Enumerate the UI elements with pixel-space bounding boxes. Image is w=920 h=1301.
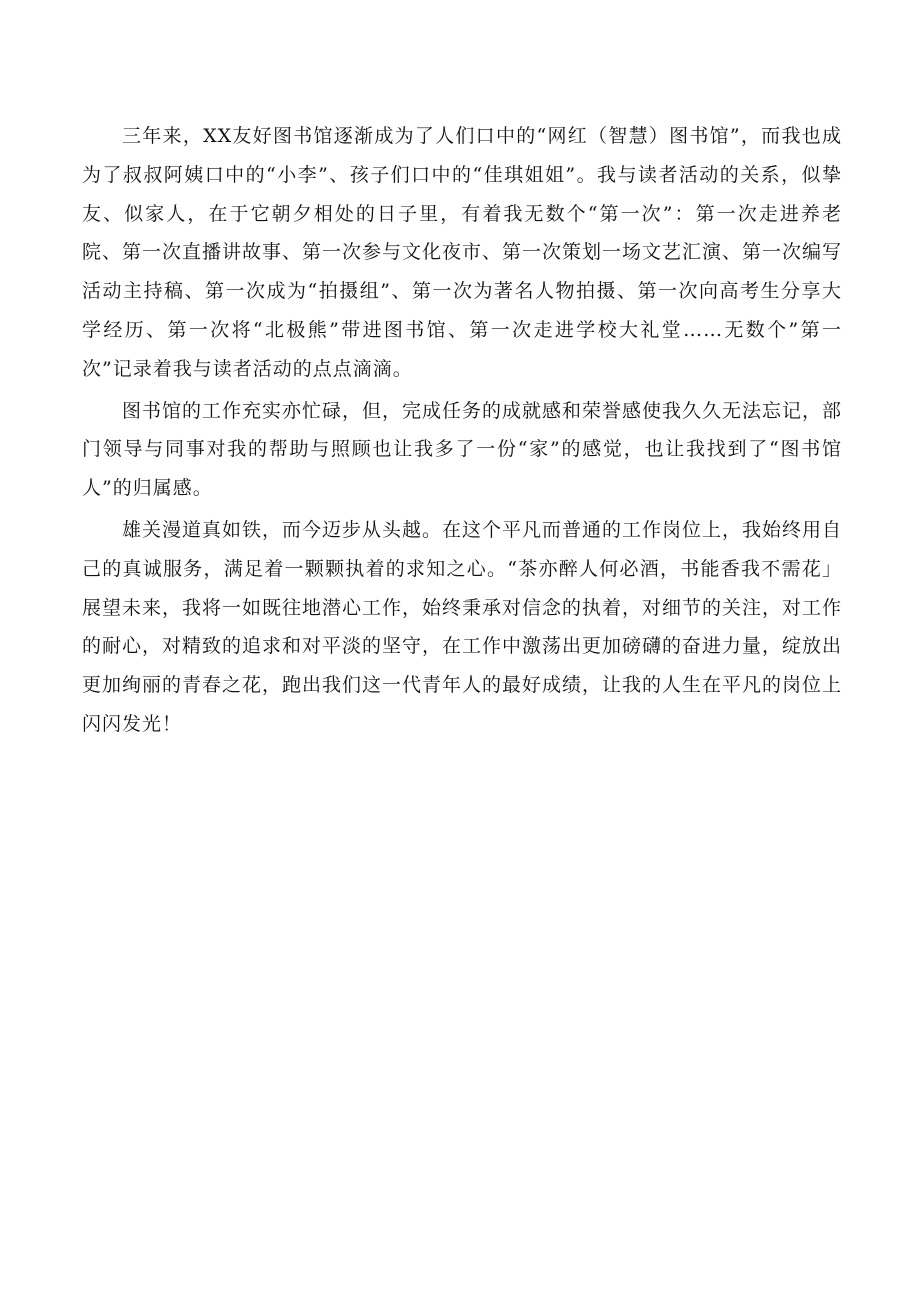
document-body	[82, 117, 842, 744]
paragraph-1: 三年来，XX友好图书馆逐渐成为了人们口中的“网红（智慧）图书馆”，而我也成为了叔叔阿姨口中的“小李”、孩子们口中的“佳琪姐姐”。我与读者活动的关系，似挚友、似家人，在于它朝夕相处的日子里，有着我无数个“第一次”：第一次走进养老院、第一次直播讲故事、第一次参与文化夜市、第一次策划一场文艺汇演、第一次编写活动主持稿、第一次成为“拍摄组”、第一次为著名人物拍摄、第一次向高考生分享大学经历、第一次将“北极熊”带进图书馆、第一次走进学校大礼堂……无数个”第一次”记录着我与读者活动的点点滴滴。	[82, 125, 843, 380]
paragraph-3: 雄关漫道真如铁，而今迈步从头越。在这个平凡而普通的工作岗位上，我始终用自己的真诚服务，满足着一颗颗执着的求知之心。“茶亦醉人何必酒，书能香我不需花」展望未来，我将一如既往地潜心工作，始终秉承对信念的执着，对细节的关注，对工作的耐心，对精致的追求和对平淡的坚守，在工作中激荡出更加磅礴的奋进力量，绽放出更加绚丽的青春之花，跑出我们这一代青年人的最好成绩，让我的人生在平凡的岗位上闪闪发光！	[82, 518, 843, 735]
paragraph-2: 图书馆的工作充实亦忙碌，但，完成任务的成就感和荣誉感使我久久无法忘记，部门领导与同事对我的帮助与照顾也让我多了一份“家”的感觉，也让我找到了“图书馆人”的归属感。	[82, 399, 843, 500]
